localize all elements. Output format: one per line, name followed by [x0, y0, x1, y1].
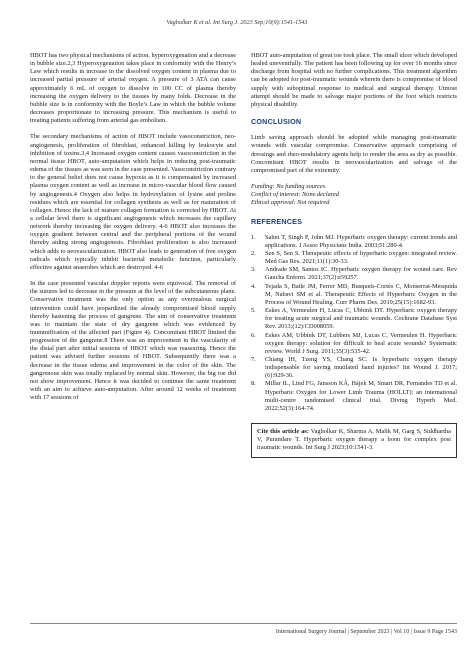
- page-footer: International Surgery Journal | September 2023 | Vol 10 | Issue 9 Page 1543: [275, 629, 457, 635]
- reference-number: 4.: [251, 282, 256, 290]
- reference-text: Eskes AM, Ubbink DT, Lubbers MJ, Lucas C, Vermeulen H. Hyperbaric oxygen therapy: solution for difficult to heal acute wounds? Systematic review. World J Surg. 2011;35(3):535-42.: [265, 331, 457, 355]
- reference-number: 7.: [251, 356, 256, 363]
- footer-divider: [30, 623, 457, 624]
- running-header: Vagholkar K et al. Int Surg J. 2023 Sep;10(9):1541-1543: [166, 19, 308, 26]
- reference-item: [251, 307, 457, 331]
- reference-list: [251, 234, 457, 413]
- conclusion-text: Limb saving approach should be adopted while managing post-traumatic wounds with vascular compromise. Conservative approach comprising of dressings and rheo-modulatory agents help to render the area as dry as possible. Concomitant HBOT results in neovascularization and salvage of the compromised part of the extremity.: [251, 134, 457, 174]
- reference-item: [251, 332, 457, 356]
- ethical-statement: Ethical approval: Not required: [251, 199, 330, 207]
- reference-text: Sen S, Sen S. Therapeutic effects of hyperbaric oxygen: integrated review. Med Gas Res. 2021;11(1):30-33.: [265, 249, 457, 266]
- conclusion-heading: CONCLUSION: [251, 117, 302, 127]
- reference-item: [251, 250, 457, 266]
- body-paragraph: The secondary mechanisms of action of HBOT include vasoconstriction, neo-angiogenesis, proliferation of fibroblast, enhanced killing by leukocyte and inhibition of toxins.3,4 Increased oxygen content causes vasoconstriction in the normal tissue HBOT, auto-amputation which helps in reducing post-traumatic edema of the tissues as was seen in the case presented. Vasoconstriction contrary to the general belief does not cause hypoxia as it is compensated by increased plasma oxygen content as well as increase in micro-vascular blood flow caused by angiogenesis.4 Oxygen also helps in hydroxylation of lysine and proline residues which are essential for collagen synthesis as well as for maturation of collagen. Hence the lack of mature collagen formation is corrected by HBOT. At a cellular level there is significant angiogenesis which increases the capillary network thereby increasing the oxygen delivery. 4-6 HBOT also increases the oxygen gradient between central and the peripheral portions of the wound thereby aiding strong angiogenesis. Fibroblast proliferation is also increased which adds to neovascularization. HBOT also leads to generation of free oxygen radicals which typically inhibit bacterial metabolic function, particularly effective against anaerobes which are destroyed. 4-6: [30, 133, 236, 271]
- body-paragraph: In the case presented vascular doppler reports were equivocal. The removal of the sutures led to decrease in the pressure at the level of the subcutaneous plane. Conservative treatment was the only option as any overzealous surgical intervention could have jeopardized the already compromised blood supply thereby hastening the process of gangrene. The aim of conservative treatment was to maintain the state of dry gangrene which was evidenced by mummification of the affected part (Figure 4). Concomitant HBOT limited the progression of the gangrene.8 There was an improvement in the vascularity of the distal part after initial sessions of HBOT which was reassuring. Hence the patient was advised further sessions of HBOT. Subsequently there was a decrease in the tissue edema and improvement in the color of the skin. The gangrenous skin was totally replaced by normal skin. However, the big toe did not show improvement. Hence it was decided to continue the same treatment with an aim to achieve auto-amputation. After around 12 weeks of treatment with 17 sessions of: [30, 280, 236, 402]
- reference-item: [251, 283, 457, 307]
- reference-item: [251, 234, 457, 250]
- citation-box: [251, 423, 457, 457]
- reference-item: [251, 356, 457, 380]
- reference-text: Andrade SM, Santos IC. Hyperbaric oxygen therapy for wound care. Rev Gaucha Enferm. 2021;37(2):e59257.: [265, 266, 457, 282]
- left-column: [30, 52, 236, 410]
- reference-text: Eskes A, Vermeulen H, Lucas C, Ubbink DT. Hyperbaric oxygen therapy for treating acute surgical and traumatic wounds. Cochrane Database Syst Rev. 2013;(12):CD008059.: [265, 307, 457, 331]
- conflict-statement: Conflict of interest: None declared: [251, 191, 339, 199]
- reference-text: Sahni T, Singh P, John MJ. Hyperbaric oxygen therapy: current trends and applications. J Assoc Physicians India. 2003;51:280-4.: [265, 233, 457, 249]
- reference-item: [251, 266, 457, 282]
- reference-number: 8.: [251, 380, 256, 388]
- body-paragraph: HBOT has two physical mechanisms of action, hyperoxygenation and a decrease in bubble size.2,3 Hyperoxygenation takes place in conformity with the Henry’s Law which results in increase in the dissolved oxygen content in plasma due to increased partial pressure of arterial oxygen. A pressure of 3 ATA can cause approximately 6 mL of oxygen to dissolve in 100 CC of plasma thereby increasing the oxygen delivery to the tissues by many folds. Decrease in the bubble size is in conformity with the Boyle’s Law in which the bubble volume decreases proportionate to increasing pressure. This mechanism is useful to treating patients suffering from arterial gas embolism.: [30, 52, 236, 125]
- funding-statement: Funding: No funding sources: [251, 183, 326, 191]
- reference-text: Tejada S, Batle JM, Ferrer MD, Busquets-Cortés C, Monserrat-Mesquida M, Nabavi SM et al. Therapeutic Effects of Hyperbaric Oxygen in the Process of Wound Healing. Curr Pharm Des. 2019;25(15):1682-93.: [265, 282, 457, 306]
- body-paragraph: HBOT auto-amputation of great toe took place. The small ulcer which developed healed uneventfully. The patient has been following up for over 16 months since discharge from hospital with no further complications. This treatment algorithm can be adopted for post-traumatic wounds wherein there is compromise of blood supply with suboptimal response to medical and surgical therapy. Utmost attempt should be made to salvage major portions of the foot which restricts physical disability.: [251, 52, 457, 108]
- references-heading: REFERENCES: [251, 216, 303, 226]
- right-column: [251, 52, 457, 458]
- declarations: [251, 183, 457, 207]
- reference-number: 6.: [251, 331, 256, 339]
- reference-text: Millar IL, Lind FG, Jansson KÅ, Hájek M, Smart DR, Fernandes TD et al. Hyperbaric Oxygen for Lower Limb Trauma (HOLLT): an international multi-centre randomised clinical trial. Diving Hyperb Med. 2022;52(3):164-74.: [265, 380, 457, 412]
- reference-number: 1.: [251, 233, 256, 241]
- citation-label: Cite this article as:: [257, 428, 309, 436]
- reference-number: 5.: [251, 307, 256, 315]
- reference-text: Chiang IH, Tzeng YS, Chang SC. Is hyperbaric oxygen therapy indispensable for saving mutilated hand injuries? Int Wound J. 2017;(6):929-36.: [265, 356, 457, 380]
- citation-text: Vagholkar K, Sharma A, Malik M, Garg S, Siddhartha V, Purandare T. Hyperbaric oxygen therapy a boon for complex post traumatic wounds. Int Surg J 2023;10:1541-3.: [257, 428, 451, 452]
- reference-number: 2.: [251, 249, 256, 257]
- reference-number: 3.: [251, 266, 256, 274]
- reference-item: [251, 380, 457, 413]
